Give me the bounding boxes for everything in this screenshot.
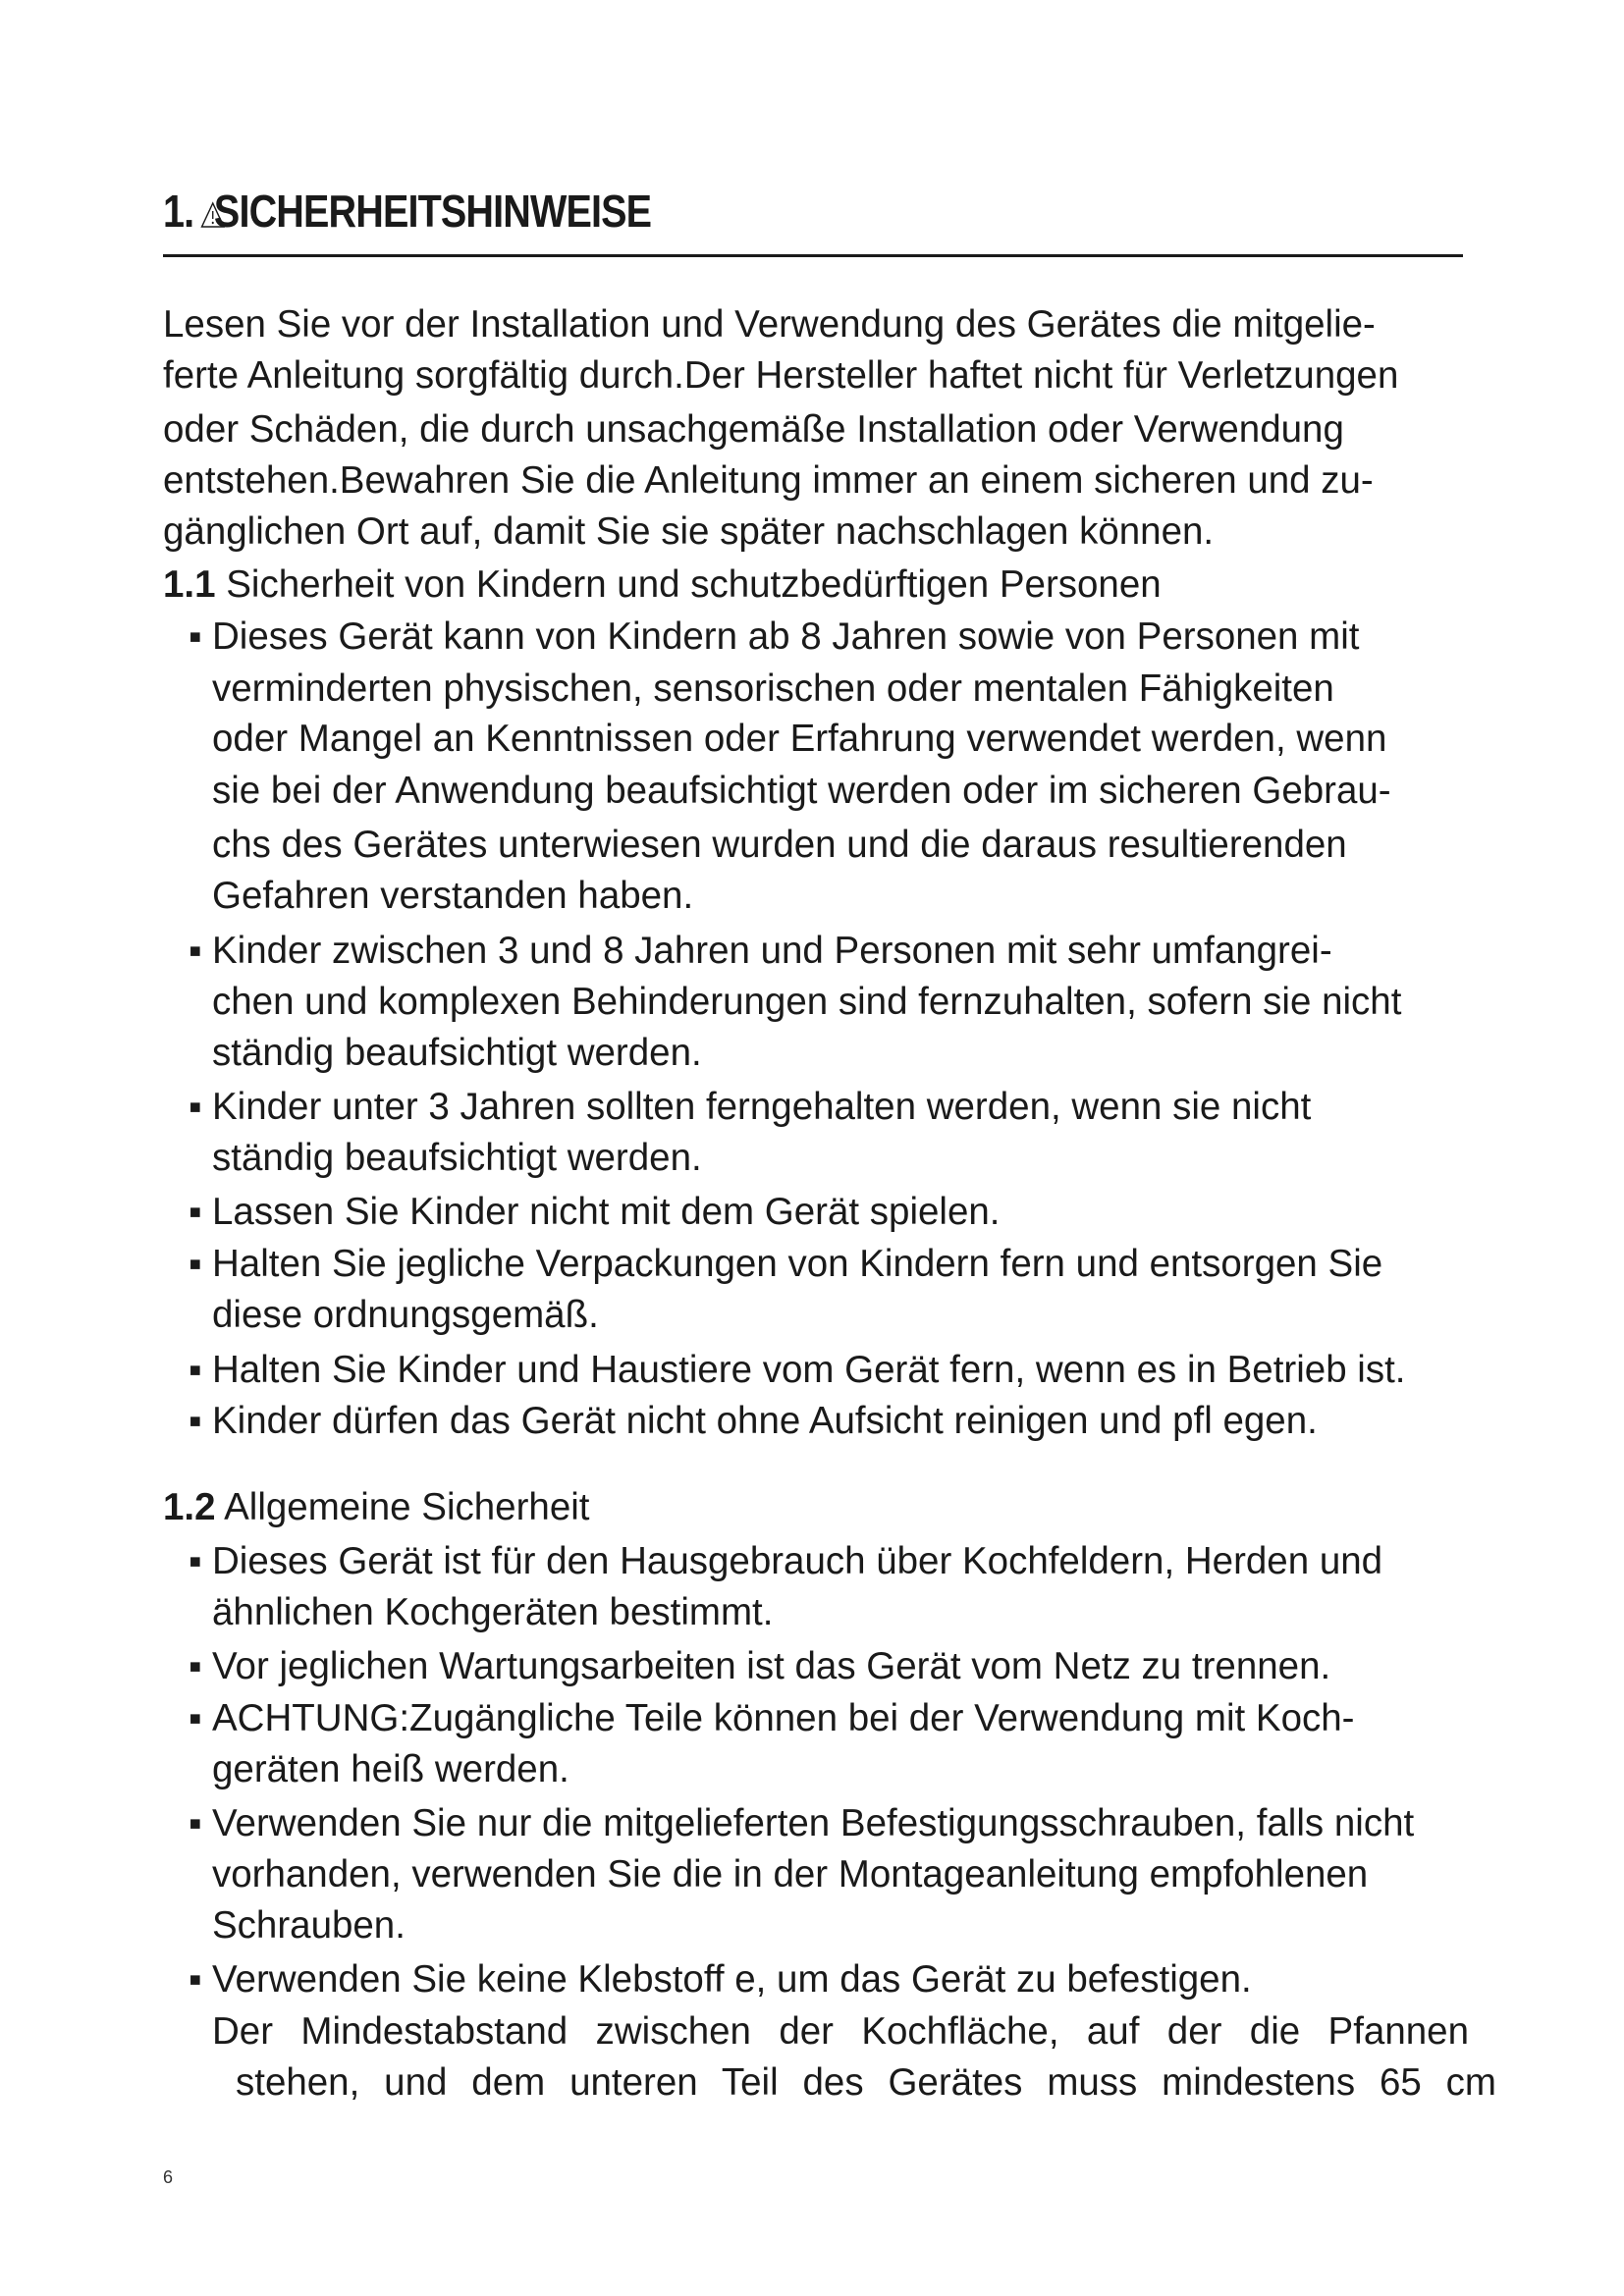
bullet-marker: ▪ xyxy=(189,1191,202,1233)
subsection-number: 1.2 xyxy=(163,1486,216,1528)
intro-line: ferte Anleitung sorgfältig durch.Der Hersteller haftet nicht für Verletzungen xyxy=(163,354,1399,397)
bullet-line: Lassen Sie Kinder nicht mit dem Gerät spielen. xyxy=(212,1191,1001,1233)
bullet-marker: ▪ xyxy=(189,1645,202,1687)
heading-rule xyxy=(163,254,1463,257)
bullet-line: verminderten physischen, sensorischen oder mentalen Fähigkeiten xyxy=(212,667,1334,710)
bullet-marker: ▪ xyxy=(189,1958,202,2001)
intro-line: oder Schäden, die durch unsachgemäße Installation oder Verwendung xyxy=(163,408,1344,451)
section-heading xyxy=(163,185,651,238)
bullet-marker: ▪ xyxy=(189,1400,202,1442)
bullet-line: Gefahren verstanden haben. xyxy=(212,875,694,917)
bullet-line: Verwenden Sie keine Klebstoff e, um das Gerät zu befestigen. xyxy=(212,1958,1252,2001)
bullet-marker: ▪ xyxy=(189,1540,202,1582)
bullet-line: sie bei der Anwendung beaufsichtigt werden oder im sicheren Gebrau- xyxy=(212,770,1391,812)
bullet-marker: ▪ xyxy=(189,1697,202,1739)
page-number: 6 xyxy=(163,2167,174,2187)
section-number: 1. xyxy=(163,186,194,237)
bullet-marker: ▪ xyxy=(189,1243,202,1285)
bullet-marker: ▪ xyxy=(189,615,202,658)
bullet-marker: ▪ xyxy=(189,930,202,972)
trailing-line: stehen, und dem unteren Teil des Gerätes muss mindestens 65 cm xyxy=(236,2061,1496,2104)
bullet-line: Vor jeglichen Wartungsarbeiten ist das Gerät vom Netz zu trennen. xyxy=(212,1645,1331,1687)
bullet-line: Halten Sie jegliche Verpackungen von Kindern fern und entsorgen Sie xyxy=(212,1243,1383,1285)
warning-triangle-icon xyxy=(200,201,226,229)
intro-line: gänglichen Ort auf, damit Sie sie später nachschlagen können. xyxy=(163,510,1215,553)
bullet-marker: ▪ xyxy=(189,1086,202,1128)
subsection-number: 1.1 xyxy=(163,563,216,606)
intro-line: entstehen.Bewahren Sie die Anleitung immer an einem sicheren und zu- xyxy=(163,459,1374,502)
bullet-line: Kinder zwischen 3 und 8 Jahren und Personen mit sehr umfangrei- xyxy=(212,930,1332,972)
bullet-line: Dieses Gerät kann von Kindern ab 8 Jahren sowie von Personen mit xyxy=(212,615,1360,658)
bullet-line: Kinder unter 3 Jahren sollten ferngehalten werden, wenn sie nicht xyxy=(212,1086,1312,1128)
bullet-line: Dieses Gerät ist für den Hausgebrauch über Kochfeldern, Herden und xyxy=(212,1540,1383,1582)
bullet-line: Verwenden Sie nur die mitgelieferten Befestigungsschrauben, falls nicht xyxy=(212,1802,1415,1844)
bullet-line: ähnlichen Kochgeräten bestimmt. xyxy=(212,1591,774,1633)
bullet-line: diese ordnungsgemäß. xyxy=(212,1294,599,1336)
intro-line: Lesen Sie vor der Installation und Verwendung des Gerätes die mitgelie- xyxy=(163,303,1376,346)
section-title: SICHERHEITSHINWEISE xyxy=(213,186,652,237)
bullet-line: ACHTUNG:Zugängliche Teile können bei der Verwendung mit Koch- xyxy=(212,1697,1355,1739)
bullet-line: geräten heiß werden. xyxy=(212,1748,569,1790)
bullet-line: chen und komplexen Behinderungen sind fernzuhalten, sofern sie nicht xyxy=(212,981,1402,1023)
bullet-marker: ▪ xyxy=(189,1802,202,1844)
bullet-line: chs des Gerätes unterwiesen wurden und die daraus resultierenden xyxy=(212,824,1347,866)
bullet-line: ständig beaufsichtigt werden. xyxy=(212,1137,702,1179)
bullet-line: oder Mangel an Kenntnissen oder Erfahrung verwendet werden, wenn xyxy=(212,718,1387,760)
bullet-line: Schrauben. xyxy=(212,1904,406,1947)
bullet-line: Kinder dürfen das Gerät nicht ohne Aufsicht reinigen und pfl egen. xyxy=(212,1400,1318,1442)
bullet-line: Halten Sie Kinder und Haustiere vom Gerät fern, wenn es in Betrieb ist. xyxy=(212,1349,1406,1391)
trailing-line: Der Mindestabstand zwischen der Kochfläche, auf der die Pfannen xyxy=(212,2010,1469,2053)
subsection-title: Allgemeine Sicherheit xyxy=(224,1486,590,1528)
subsection-heading-1-1 xyxy=(163,560,1162,611)
subsection-title: Sicherheit von Kindern und schutzbedürftigen Personen xyxy=(226,563,1162,606)
bullet-line: ständig beaufsichtigt werden. xyxy=(212,1032,702,1074)
bullet-marker: ▪ xyxy=(189,1349,202,1391)
subsection-heading-1-2 xyxy=(163,1482,589,1533)
bullet-line: vorhanden, verwenden Sie die in der Montageanleitung empfohlenen xyxy=(212,1853,1369,1896)
